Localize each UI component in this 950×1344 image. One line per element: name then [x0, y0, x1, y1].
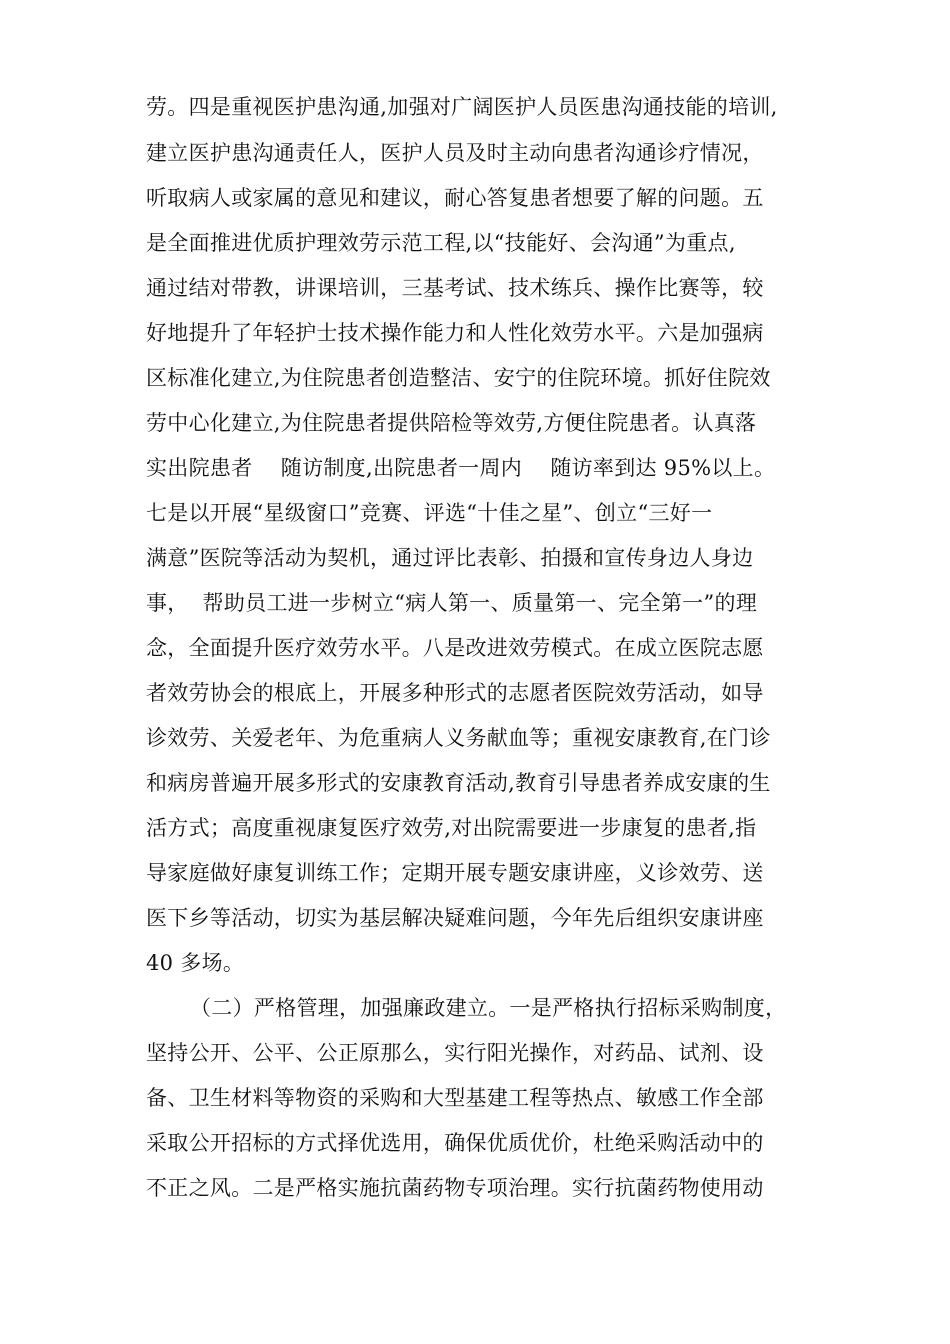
text-line: 者效劳协会的根底上，开展多种形式的志愿者医院效劳活动，如导	[146, 681, 764, 705]
text-line: 是全面推进优质护理效劳示范工程,以“技能好、会沟通”为重点,	[146, 231, 736, 255]
text-line: 导家庭做好康复训练工作；定期开展专题安康讲座，义诊效劳、送	[146, 861, 764, 885]
text-line: 劳。四是重视医护患沟通,加强对广阔医护人员医患沟通技能的培训,	[146, 95, 778, 119]
text-line: 40 多场。	[146, 951, 245, 975]
text-line: 好地提升了年轻护士技术操作能力和人性化效劳水平。六是加强病	[146, 321, 764, 345]
text-line: 建立医护患沟通责任人，医护人员及时主动向患者沟通诊疗情况，	[146, 141, 764, 165]
text-line: 诊效劳、关爱老年、为危重病人义务献血等；重视安康教育,在门诊	[146, 726, 771, 750]
text-line: 念，全面提升医疗效劳水平。八是改进效劳模式。在成立医院志愿	[146, 636, 764, 660]
text-line: 七是以开展“星级窗口”竞赛、评选“十佳之星”、创立“三好一	[146, 501, 713, 525]
text-line: 实出院患者 随访制度,出院患者一周内 随访率到达 95%以上。	[146, 456, 776, 480]
text-line: 通过结对带教，讲课培训，三基考试、技术练兵、操作比赛等，较	[146, 276, 764, 300]
text-line: 听取病人或家属的意见和建议，耐心答复患者想要了解的问题。五	[146, 186, 764, 210]
text-line: 坚持公开、公平、公正原那么，实行阳光操作，对药品、试剂、设	[146, 1041, 764, 1065]
text-line: 不正之风。二是严格实施抗菌药物专项治理。实行抗菌药物使用动	[146, 1176, 764, 1200]
text-line: 事， 帮助员工进一步树立“病人第一、质量第一、完全第一”的理	[146, 591, 758, 615]
text-line: 区标准化建立,为住院患者创造整洁、安宁的住院环境。抓好住院效	[146, 366, 771, 390]
text-line: 满意”医院等活动为契机，通过评比表彰、拍摄和宣传身边人身边	[146, 546, 754, 570]
text-line: 医下乡等活动，切实为基层解决疑难问题，今年先后组织安康讲座	[146, 906, 764, 930]
text-line: 和病房普遍开展多形式的安康教育活动,教育引导患者养成安康的生	[146, 771, 771, 795]
section-heading-line: （二）严格管理，加强廉政建立。一是严格执行招标采购制度，	[190, 996, 787, 1020]
text-line: 劳中心化建立,为住院患者提供陪检等效劳,方便住院患者。认真落	[146, 411, 757, 435]
text-line: 活方式；高度重视康复医疗效劳,对出院需要进一步康复的患者,指	[146, 816, 757, 840]
text-line: 备、卫生材料等物资的采购和大型基建工程等热点、敏感工作全部	[146, 1086, 764, 1110]
text-line: 采取公开招标的方式择优选用，确保优质优价，杜绝采购活动中的	[146, 1131, 764, 1155]
